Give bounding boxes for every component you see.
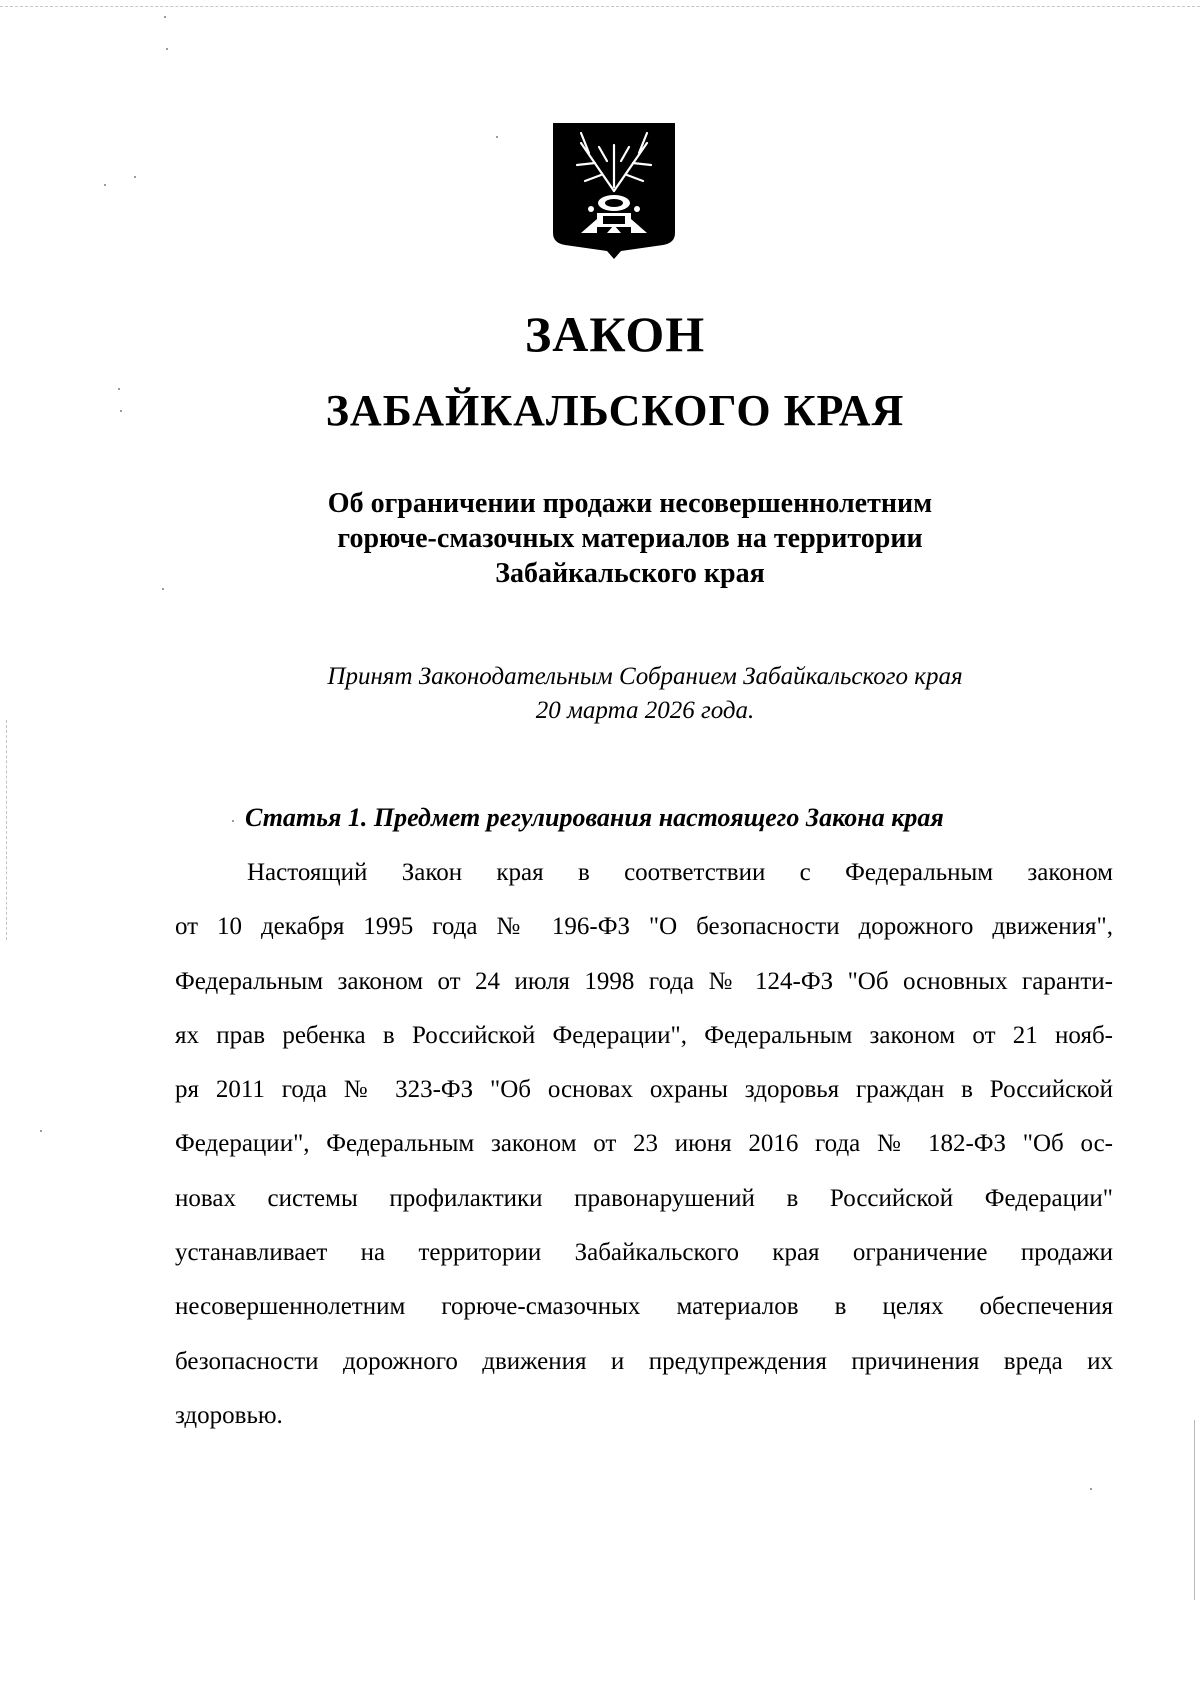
scan-speck <box>104 184 106 186</box>
article-1-body <box>175 846 1113 1443</box>
article-1-line: несовершеннолетним горюче-смазочных материалов в целях обеспечения <box>175 1293 1113 1321</box>
article-1-heading: Статья 1. Предмет регулирования настоящего Закона края <box>245 803 944 832</box>
scan-speck <box>40 1130 42 1132</box>
article-1-line: новах системы профилактики правонарушений в Российской Федерации" <box>175 1184 1113 1212</box>
scan-edge-right <box>1194 1420 1195 1600</box>
law-subject-line: Забайкальского края <box>495 558 765 589</box>
scan-edge-top <box>0 6 1200 7</box>
scan-edge-left <box>6 720 7 940</box>
article-1-line: Настоящий Закон края в соответствии с Федеральным законом <box>247 859 1113 886</box>
adoption-note-line: Принят Законодательным Собранием Забайкальского края <box>327 663 963 690</box>
coat-of-arms-icon <box>551 121 677 261</box>
law-subject-line: горюче-смазочных материалов на территории <box>337 523 923 554</box>
article-1-line: здоровью. <box>175 1401 283 1429</box>
article-1-line: ях прав ребенка в Российской Федерации", Федеральным законом от 21 нояб- <box>175 1021 1113 1049</box>
article-1-line: безопасности дорожного движения и предупреждения причинения вреда их <box>175 1347 1113 1375</box>
law-subject-line: Об ограничении продажи несовершеннолетним <box>327 488 933 519</box>
article-1-line: Федеральным законом от 24 июля 1998 года № 124-ФЗ "Об основных гаранти- <box>175 967 1113 995</box>
law-subject <box>0 486 1200 591</box>
article-1-line: ря 2011 года № 323-ФЗ "Об основах охраны здоровья граждан в Российской <box>175 1076 1113 1104</box>
article-1-line: устанавливает на территории Забайкальского края ограничение продажи <box>175 1239 1113 1267</box>
article-1-line: Федерации", Федеральным законом от 23 июня 2016 года № 182-ФЗ "Об ос- <box>175 1130 1113 1158</box>
law-region: ЗАБАЙКАЛЬСКОГО КРАЯ <box>325 386 905 435</box>
scan-speck <box>166 48 168 50</box>
scan-speck <box>496 136 498 138</box>
scan-speck <box>164 16 166 18</box>
adoption-note <box>0 660 1200 728</box>
scan-speck <box>1090 1488 1092 1490</box>
adoption-note-line: 20 марта 2026 года. <box>535 697 755 724</box>
scan-speck <box>232 820 234 822</box>
law-title: ЗАКОН <box>524 306 706 362</box>
scan-speck <box>134 176 136 178</box>
article-1-line: от 10 декабря 1995 года № 196-ФЗ "О безопасности дорожного движения", <box>175 913 1113 941</box>
